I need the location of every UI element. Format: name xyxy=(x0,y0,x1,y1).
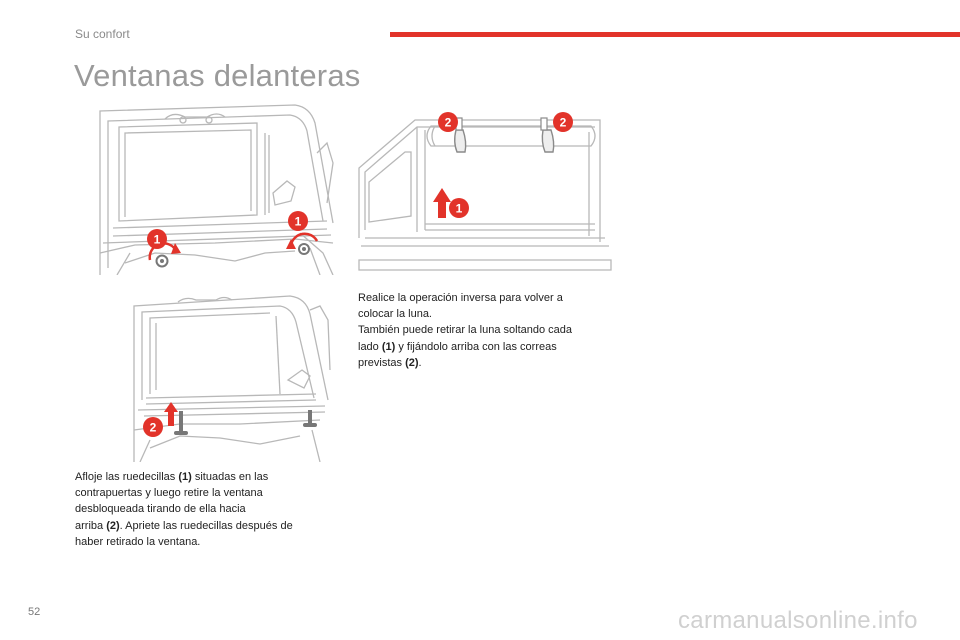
page-title: Ventanas delanteras xyxy=(74,58,361,93)
callout-label: 1 xyxy=(455,201,463,216)
callout-label: 2 xyxy=(559,115,567,130)
figure-window-lift xyxy=(120,290,334,462)
watermark: carmanualsonline.info xyxy=(678,607,918,634)
callout-label: 1 xyxy=(294,214,302,229)
callout-label: 2 xyxy=(149,420,157,435)
header-accent-bar xyxy=(390,32,960,37)
text-line: lado (1) y fijándolo arriba con las correas xyxy=(358,340,557,353)
callout-label: 1 xyxy=(153,232,161,247)
text-line: contrapuertas y luego retire la ventana xyxy=(75,487,263,500)
text-line: previstas (2). xyxy=(358,356,422,369)
page-number: 52 xyxy=(28,606,41,618)
text-line: Realice la operación inversa para volver a xyxy=(358,292,563,304)
figure-door-knobs xyxy=(95,103,337,275)
callout-label: 2 xyxy=(444,115,452,130)
text-line: colocar la luna. xyxy=(358,308,432,321)
text-line: arriba (2). Apriete las ruedecillas después de xyxy=(75,519,293,532)
text-line: haber retirado la ventana. xyxy=(75,535,201,548)
figure-window-straps xyxy=(355,112,615,274)
text-line: También puede retirar la luna soltando cada xyxy=(358,324,573,337)
instructions-right xyxy=(358,290,618,371)
section-title: Su confort xyxy=(75,27,130,41)
text-line: desbloqueada tirando de ella hacia xyxy=(75,503,246,516)
text-line: Afloje las ruedecillas (1) situadas en las xyxy=(75,471,269,483)
instructions-left xyxy=(75,469,345,550)
